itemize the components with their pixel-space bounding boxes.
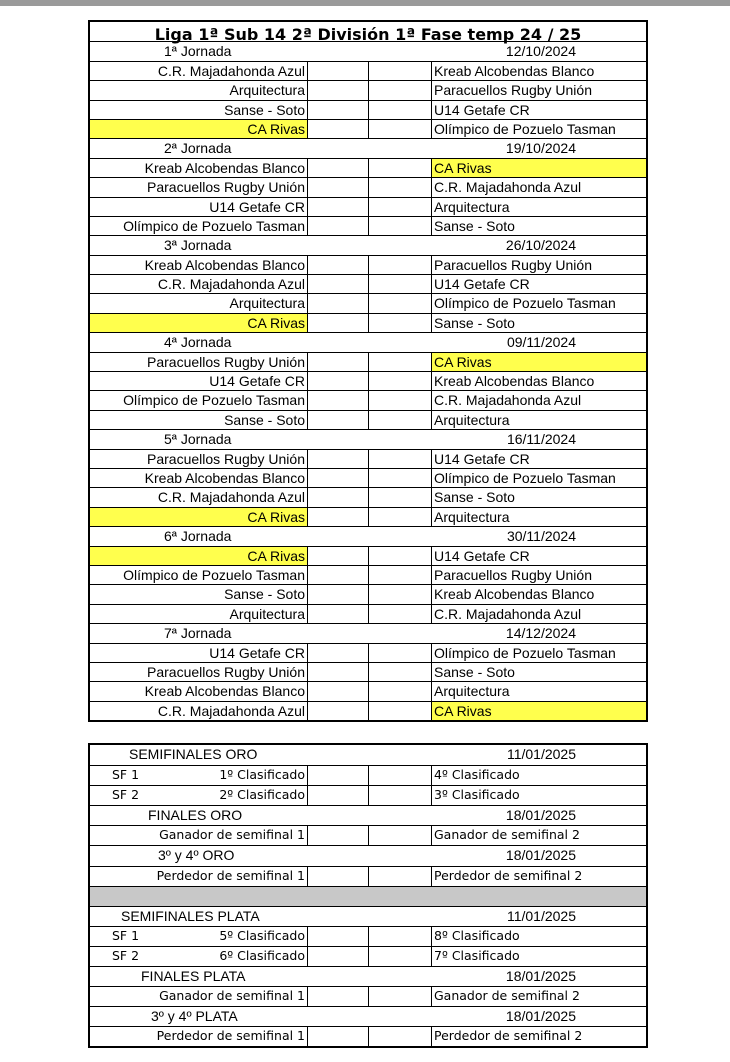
stage-header-row [90,745,646,765]
home-team-cell: Arquitectura [90,81,308,99]
stage-date: 11/01/2025 [506,907,576,924]
home-team-cell: Kreab Alcobendas Blanco [90,469,308,487]
match-row [90,410,646,429]
finals-match-row [90,785,646,805]
match-row [90,584,646,603]
away-team-cell: Kreab Alcobendas Blanco [431,585,646,603]
match-row [90,61,646,80]
away-team-cell: Arquitectura [431,508,646,526]
finals-match-row [90,825,646,845]
home-team-cell: Kreab Alcobendas Blanco [90,682,308,700]
home-score-cell [308,786,369,805]
away-team-cell: Paracuellos Rugby Unión [431,81,646,99]
away-slot-cell: Perdedor de semifinal 2 [431,867,646,886]
away-team-cell: Olímpico de Pozuelo Tasman [431,469,646,487]
away-team-cell: CA Rivas [431,353,646,371]
away-team-cell: Sanse - Soto [431,314,646,332]
match-row [90,604,646,623]
home-score-cell [308,605,369,623]
home-score-cell [308,987,369,1006]
home-score-cell [308,178,369,196]
jornada-label: 6ª Jornada [164,528,232,545]
home-slot-cell: Perdedor de semifinal 1 [90,867,308,886]
table-title: Liga 1ª Sub 14 2ª División 1ª Fase temp 24 / 25 [154,25,582,44]
away-team-cell: Olímpico de Pozuelo Tasman [431,294,646,312]
away-team-cell: Olímpico de Pozuelo Tasman [431,644,646,662]
home-team-cell: Sanse - Soto [90,411,308,429]
home-score-cell [308,947,369,966]
away-team-cell: C.R. Majadahonda Azul [431,178,646,196]
home-team-cell: U14 Getafe CR [90,198,308,216]
finals-schedule-table [88,743,648,1048]
home-slot-cell: 5º Clasificado [90,927,308,946]
table-title-row [90,22,646,44]
home-team-cell: U14 Getafe CR [90,372,308,390]
home-team-cell: U14 Getafe CR [90,644,308,662]
match-row [90,119,646,138]
match-row [90,100,646,119]
section-separator [90,886,646,906]
match-row [90,293,646,312]
jornada-label: 1ª Jornada [164,43,232,60]
away-team-cell: Kreab Alcobendas Blanco [431,62,646,80]
away-team-cell: Sanse - Soto [431,663,646,681]
match-row [90,177,646,196]
away-slot-cell: 8º Clasificado [431,927,646,946]
away-slot-cell: Perdedor de semifinal 2 [431,1027,646,1046]
semifinal-tag: SF 2 [112,787,140,803]
home-score-cell [308,101,369,119]
home-team-cell: CA Rivas [90,508,308,526]
match-row [90,487,646,506]
stage-header-row [90,966,646,986]
stage-header-row [90,906,646,926]
home-team-cell: Paracuellos Rugby Unión [90,663,308,681]
home-score-cell [308,826,369,845]
home-score-cell [308,159,369,177]
jornada-date: 16/11/2024 [506,431,576,448]
home-score-cell [308,663,369,681]
finals-match-row [90,926,646,946]
home-team-cell: C.R. Majadahonda Azul [90,488,308,506]
semifinal-tag: SF 1 [112,927,140,943]
home-score-cell [308,294,369,312]
home-slot-cell: 1º Clasificado [90,766,308,785]
home-score-cell [308,372,369,390]
away-slot-cell: 3º Clasificado [431,786,646,805]
jornada-header-row [90,526,646,545]
jornada-header-row [90,235,646,254]
match-row [90,80,646,99]
match-row [90,390,646,409]
jornada-header-row [90,41,646,60]
home-team-cell: CA Rivas [90,314,308,332]
home-team-cell: Arquitectura [90,605,308,623]
away-team-cell: Arquitectura [431,198,646,216]
home-score-cell [308,702,369,720]
jornada-date: 12/10/2024 [505,43,576,60]
home-score-cell [308,469,369,487]
away-slot-cell: 7º Clasificado [431,947,646,966]
away-slot-cell: 4º Clasificado [431,766,646,785]
finals-match-row [90,986,646,1006]
home-team-cell: Paracuellos Rugby Unión [90,353,308,371]
home-team-cell: CA Rivas [90,120,308,138]
home-score-cell [308,256,369,274]
away-team-cell: C.R. Majadahonda Azul [431,391,646,409]
home-score-cell [308,391,369,409]
home-score-cell [308,62,369,80]
home-score-cell [308,766,369,785]
home-slot-cell: Ganador de semifinal 1 [90,987,308,1006]
stage-label: FINALES PLATA [141,968,246,985]
stage-label: SEMIFINALES ORO [129,746,258,762]
away-team-cell: U14 Getafe CR [431,450,646,468]
home-score-cell [308,353,369,371]
home-team-cell: C.R. Majadahonda Azul [90,275,308,293]
match-row [90,216,646,235]
jornada-date: 26/10/2024 [505,237,576,254]
home-slot-cell: 6º Clasificado [90,947,308,966]
semifinal-tag: SF 1 [112,767,140,783]
jornada-date: 09/11/2024 [506,334,576,351]
match-row [90,158,646,177]
home-team-cell: Kreab Alcobendas Blanco [90,159,308,177]
home-team-cell: Arquitectura [90,294,308,312]
jornada-label: 2ª Jornada [164,140,232,157]
match-row [90,313,646,332]
match-row [90,643,646,662]
home-score-cell [308,644,369,662]
stage-header-row [90,845,646,865]
away-team-cell: Sanse - Soto [431,217,646,235]
away-team-cell: C.R. Majadahonda Azul [431,605,646,623]
home-score-cell [308,120,369,138]
stage-label: SEMIFINALES PLATA [121,907,260,924]
home-score-cell [308,682,369,700]
semifinal-tag: SF 2 [112,947,140,963]
home-score-cell [308,275,369,293]
home-score-cell [308,867,369,886]
jornada-label: 3ª Jornada [164,237,232,254]
home-team-cell: Olímpico de Pozuelo Tasman [90,391,308,409]
finals-match-row [90,866,646,886]
home-score-cell [308,411,369,429]
home-team-cell: Sanse - Soto [90,101,308,119]
home-slot-cell: 2º Clasificado [90,786,308,805]
jornada-label: 7ª Jornada [164,625,232,642]
away-team-cell: CA Rivas [431,702,646,720]
match-row [90,274,646,293]
away-team-cell: U14 Getafe CR [431,547,646,565]
match-row [90,662,646,681]
match-row [90,449,646,468]
home-score-cell [308,488,369,506]
home-slot-cell: Ganador de semifinal 1 [90,826,308,845]
jornada-header-row [90,623,646,642]
match-row [90,681,646,700]
finals-match-row [90,1026,646,1046]
stage-header-row [90,1006,646,1026]
finals-match-row [90,765,646,785]
away-slot-cell: Ganador de semifinal 2 [431,826,646,845]
away-team-cell: Kreab Alcobendas Blanco [431,372,646,390]
home-team-cell: C.R. Majadahonda Azul [90,702,308,720]
home-team-cell: Olímpico de Pozuelo Tasman [90,217,308,235]
home-team-cell: Paracuellos Rugby Unión [90,450,308,468]
home-score-cell [308,547,369,565]
away-team-cell: Paracuellos Rugby Unión [431,566,646,584]
home-team-cell: Kreab Alcobendas Blanco [90,256,308,274]
away-team-cell: Arquitectura [431,411,646,429]
stage-date: 11/01/2025 [506,746,576,762]
home-team-cell: Olímpico de Pozuelo Tasman [90,566,308,584]
home-score-cell [308,927,369,946]
home-score-cell [308,217,369,235]
home-team-cell: Sanse - Soto [90,585,308,603]
home-score-cell [308,450,369,468]
home-team-cell: CA Rivas [90,547,308,565]
stage-date: 18/01/2025 [505,1008,576,1025]
home-score-cell [308,508,369,526]
jornada-label: 5ª Jornada [164,431,232,448]
away-team-cell: U14 Getafe CR [431,275,646,293]
match-row [90,352,646,371]
home-score-cell [308,198,369,216]
home-score-cell [308,585,369,603]
stage-label: 3º y 4º ORO [158,847,235,864]
stage-date: 18/01/2025 [505,807,576,824]
away-team-cell: Paracuellos Rugby Unión [431,256,646,274]
away-team-cell: U14 Getafe CR [431,101,646,119]
stage-date: 18/01/2025 [505,968,576,985]
stage-label: 3º y 4º PLATA [151,1008,238,1025]
away-team-cell: Arquitectura [431,682,646,700]
stage-label: FINALES ORO [148,807,243,824]
jornada-header-row [90,332,646,351]
match-row [90,197,646,216]
away-slot-cell: Ganador de semifinal 2 [431,987,646,1006]
jornada-date: 14/12/2024 [505,625,576,642]
jornada-header-row [90,138,646,157]
match-row [90,468,646,487]
league-schedule-table [88,20,648,722]
jornada-header-row [90,429,646,448]
match-row [90,371,646,390]
home-team-cell: Paracuellos Rugby Unión [90,178,308,196]
away-team-cell: Olímpico de Pozuelo Tasman [431,120,646,138]
match-row [90,507,646,526]
top-scroll-bar [0,0,730,6]
jornada-date: 19/10/2024 [505,140,576,157]
home-score-cell [308,1027,369,1046]
away-team-cell: Sanse - Soto [431,488,646,506]
match-row [90,701,646,720]
home-score-cell [308,566,369,584]
stage-date: 18/01/2025 [505,847,576,864]
home-score-cell [308,81,369,99]
away-team-cell: CA Rivas [431,159,646,177]
jornada-date: 30/11/2024 [506,528,576,545]
home-score-cell [308,314,369,332]
match-row [90,546,646,565]
finals-match-row [90,946,646,966]
home-team-cell: C.R. Majadahonda Azul [90,62,308,80]
match-row [90,255,646,274]
home-slot-cell: Perdedor de semifinal 1 [90,1027,308,1046]
jornada-label: 4ª Jornada [164,334,232,351]
stage-header-row [90,805,646,825]
match-row [90,565,646,584]
